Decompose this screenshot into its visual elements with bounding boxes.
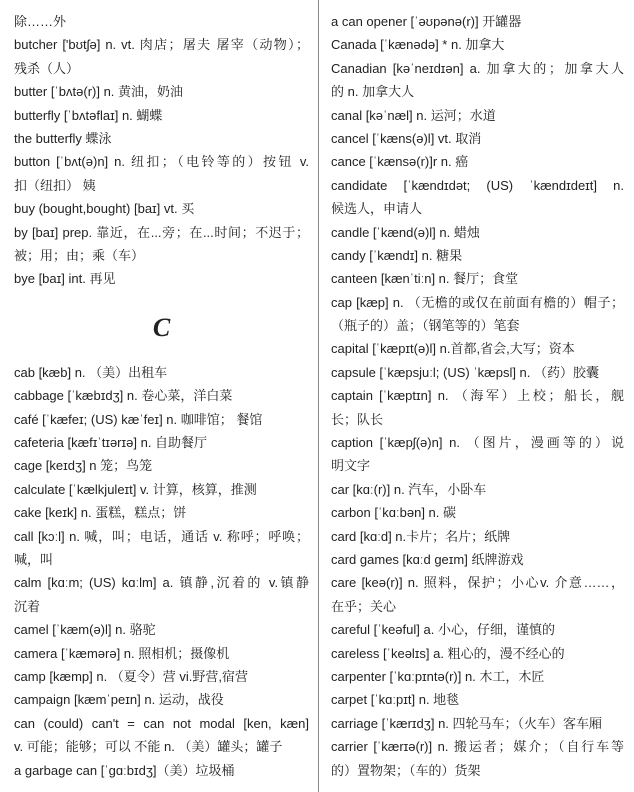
dictionary-entry bbox=[331, 642, 624, 665]
entry-line: cafeteria [kæfɪˈtɪərɪə] n. 自助餐厅 bbox=[14, 435, 208, 451]
column-divider bbox=[318, 0, 319, 792]
entry-list bbox=[14, 361, 309, 782]
entry-line: butcher ['bʊtʃə] n. vt. 肉店；屠夫 屠宰（动物）； bbox=[14, 37, 309, 53]
entry-line: 喊，叫 bbox=[14, 552, 54, 567]
dictionary-entry bbox=[331, 174, 624, 221]
dictionary-entry bbox=[14, 197, 309, 220]
entry-line: café [ˈkæfeɪ; (US) kæˈfeɪ] n. 咖啡馆； 餐馆 bbox=[14, 411, 263, 427]
dictionary-entry bbox=[14, 10, 309, 33]
entry-line: button [ˈbʌt(ə)n] n. 纽扣；（电铃等的）按钮 v. bbox=[14, 154, 309, 170]
dictionary-entry bbox=[331, 221, 624, 244]
entry-line: camel [ˈkæm(ə)l] n. 骆驼 bbox=[14, 622, 156, 638]
entry-line: butterfly [ˈbʌtəflaɪ] n. 蝴蝶 bbox=[14, 107, 163, 123]
entry-line: capital [ˈkæpɪt(ə)l] n.首都,省会,大写；资本 bbox=[331, 341, 575, 357]
entry-line: （瓶子的）盖；（钢笔等的）笔套 bbox=[331, 318, 520, 334]
entry-line: 的）置物架；（车的）货架 bbox=[331, 762, 481, 778]
entry-line: care [keə(r)] n. 照料，保护；小心v. 介意……， bbox=[331, 575, 624, 591]
dictionary-entry bbox=[331, 33, 624, 56]
entry-line: 被；用；由；乘（车） bbox=[14, 247, 145, 263]
entry-line: Canada [ˈkænədə] * n. 加拿大 bbox=[331, 37, 505, 53]
entry-line: 扣（纽扣） 姨 bbox=[14, 177, 96, 193]
entry-line: by [baɪ] prep. 靠近，在...旁；在...时间；不迟于； bbox=[14, 224, 309, 240]
entry-line: 沉着 bbox=[14, 598, 41, 614]
dictionary-entry bbox=[331, 267, 624, 290]
dictionary-entry bbox=[14, 221, 309, 268]
entry-line: 的 n. 加拿大人 bbox=[331, 84, 415, 100]
dictionary-entry bbox=[331, 501, 624, 524]
dictionary-entry bbox=[331, 10, 624, 33]
dictionary-entry bbox=[331, 688, 624, 711]
dictionary-entry bbox=[14, 525, 309, 572]
dictionary-entry bbox=[331, 127, 624, 150]
dictionary-entry bbox=[14, 361, 309, 384]
dictionary-entry bbox=[14, 571, 309, 618]
dictionary-entry bbox=[14, 431, 309, 454]
dictionary-entry bbox=[331, 384, 624, 431]
entry-line: call [kɔːl] n. 喊，叫；电话，通话 v. 称呼；呼唤； bbox=[14, 528, 309, 544]
dictionary-entry bbox=[331, 665, 624, 688]
entry-line: candy [ˈkændɪ] n. 糖果 bbox=[331, 247, 463, 263]
entry-line: 明文字 bbox=[331, 458, 371, 474]
dictionary-entry bbox=[14, 267, 309, 290]
entry-line: canteen [kænˈtiːn] n. 餐厅；食堂 bbox=[331, 271, 519, 287]
dictionary-entry bbox=[331, 478, 624, 501]
dictionary-entry bbox=[14, 454, 309, 477]
entry-line: cap [kæp] n. （无檐的或仅在前面有檐的）帽子； bbox=[331, 294, 624, 310]
entry-line: camera [ˈkæmərə] n. 照相机；摄像机 bbox=[14, 645, 230, 661]
entry-line: caption [ˈkæpʃ(ə)n] n. （图片，漫画等的）说 bbox=[331, 435, 624, 451]
entry-list bbox=[14, 10, 309, 291]
section-letter-heading: C bbox=[152, 312, 171, 342]
entry-list bbox=[331, 10, 624, 782]
entry-line: cake [keɪk] n. 蛋糕，糕点；饼 bbox=[14, 505, 187, 521]
entry-line: the butterfly 蝶泳 bbox=[14, 130, 112, 146]
entry-line: can (could) can't = can not modal [ken, kæn] bbox=[14, 715, 309, 731]
entry-line: v. 可能；能够；可以 不能 n. （美）罐头；罐子 bbox=[14, 739, 283, 755]
entry-line: careful [ˈkeəful] a. 小心，仔细，谨慎的 bbox=[331, 622, 555, 638]
entry-line: butter [ˈbʌtə(r)] n. 黄油，奶油 bbox=[14, 84, 184, 100]
entry-line: buy (bought,bought) [baɪ] vt. 买 bbox=[14, 201, 195, 217]
entry-line: 长；队长 bbox=[331, 411, 384, 427]
entry-line: carrier [ˈkærɪə(r)] n. 搬运者；媒介；（自行车等 bbox=[331, 739, 624, 755]
entry-line: cage [keɪdʒ] n 笼；鸟笼 bbox=[14, 458, 153, 474]
entry-line: carriage [ˈkærɪdʒ] n. 四轮马车；（火车）客车厢 bbox=[331, 715, 603, 731]
entry-line: 除……外 bbox=[14, 14, 67, 29]
entry-line: 候选人，申请人 bbox=[331, 201, 423, 217]
entry-line: card [kɑːd] n.卡片；名片；纸牌 bbox=[331, 528, 511, 544]
dictionary-entry bbox=[331, 735, 624, 782]
dictionary-entry bbox=[331, 571, 624, 618]
entry-line: carpenter [ˈkɑːpɪntə(r)] n. 木工，木匠 bbox=[331, 668, 545, 684]
entry-line: a garbage can [ˈɡɑːbɪdʒ]（美）垃圾桶 bbox=[14, 762, 235, 778]
entry-line: carbon [ˈkɑːbən] n. 碳 bbox=[331, 505, 457, 521]
entry-line: a can opener [ˈəʊpənə(r)] 开罐器 bbox=[331, 14, 522, 29]
dictionary-entry bbox=[331, 104, 624, 127]
dictionary-entry bbox=[331, 431, 624, 478]
left-column bbox=[14, 10, 309, 786]
dictionary-entry bbox=[331, 361, 624, 384]
entry-line: bye [baɪ] int. 再见 bbox=[14, 271, 116, 287]
entry-line: carpet [ˈkɑːpɪt] n. 地毯 bbox=[331, 692, 460, 708]
entry-line: calculate [ˈkælkjuleɪt] v. 计算，核算，推测 bbox=[14, 481, 257, 497]
dictionary-entry bbox=[14, 712, 309, 759]
dictionary-entry bbox=[331, 712, 624, 735]
dictionary-entry bbox=[331, 57, 624, 104]
entry-line: cabbage [ˈkæbɪdʒ] n. 卷心菜，洋白菜 bbox=[14, 388, 233, 404]
entry-line: 残杀（人） bbox=[14, 60, 80, 76]
dictionary-entry bbox=[14, 80, 309, 103]
dictionary-entry bbox=[331, 525, 624, 548]
entry-line: card games [kɑːd ɡeɪm] 纸牌游戏 bbox=[331, 551, 524, 567]
right-column bbox=[331, 10, 624, 786]
dictionary-entry bbox=[14, 642, 309, 665]
entry-line: captain [ˈkæptɪn] n. （海军）上校；船长，舰 bbox=[331, 388, 624, 404]
dictionary-entry bbox=[14, 501, 309, 524]
dictionary-entry bbox=[14, 33, 309, 80]
entry-line: capsule [ˈkæpsjuːl; (US) ˈkæpsl] n. （药）胶囊 bbox=[331, 364, 600, 380]
entry-line: cance [ˈkænsə(r)]r n. 癌 bbox=[331, 154, 469, 170]
entry-line: car [kɑː(r)] n. 汽车，小卧车 bbox=[331, 481, 487, 497]
dictionary-entry bbox=[331, 618, 624, 641]
dictionary-entry bbox=[331, 337, 624, 360]
entry-line: cab [kæb] n. （美）出租车 bbox=[14, 364, 168, 380]
dictionary-entry bbox=[14, 665, 309, 688]
dictionary-entry bbox=[331, 150, 624, 173]
entry-line: candle [ˈkænd(ə)l] n. 蜡烛 bbox=[331, 224, 480, 240]
dictionary-entry bbox=[14, 688, 309, 711]
entry-line: camp [kæmp] n. （夏令）营 vi.野营,宿营 bbox=[14, 668, 249, 684]
entry-line: canal [kəˈnæl] n. 运河；水道 bbox=[331, 107, 496, 123]
entry-line: candidate [ˈkændɪdət; (US) ˈkændɪdeɪt] n. bbox=[331, 177, 624, 193]
dictionary-entry bbox=[14, 408, 309, 431]
entry-line: careless [ˈkeəlɪs] a. 粗心的，漫不经心的 bbox=[331, 645, 565, 661]
dictionary-entry bbox=[14, 104, 309, 127]
dictionary-entry bbox=[14, 384, 309, 407]
entry-line: calm [kɑːm; (US) kɑːlm] a. 镇静,沉着的 v.镇静 bbox=[14, 575, 309, 591]
dictionary-entry bbox=[14, 618, 309, 641]
dictionary-entry bbox=[14, 759, 309, 782]
entry-line: Canadian [kəˈneɪdɪən] a. 加拿大的；加拿大人 bbox=[331, 60, 624, 76]
dictionary-entry bbox=[14, 150, 309, 197]
dictionary-entry bbox=[331, 291, 624, 338]
dictionary-entry bbox=[14, 478, 309, 501]
entry-line: cancel [ˈkæns(ə)l] vt. 取消 bbox=[331, 130, 482, 146]
entry-line: 在乎；关心 bbox=[331, 598, 397, 614]
dictionary-entry bbox=[14, 127, 309, 150]
dictionary-entry bbox=[331, 548, 624, 571]
entry-line: campaign [kæmˈpeɪn] n. 运动，战役 bbox=[14, 692, 224, 708]
dictionary-entry bbox=[331, 244, 624, 267]
